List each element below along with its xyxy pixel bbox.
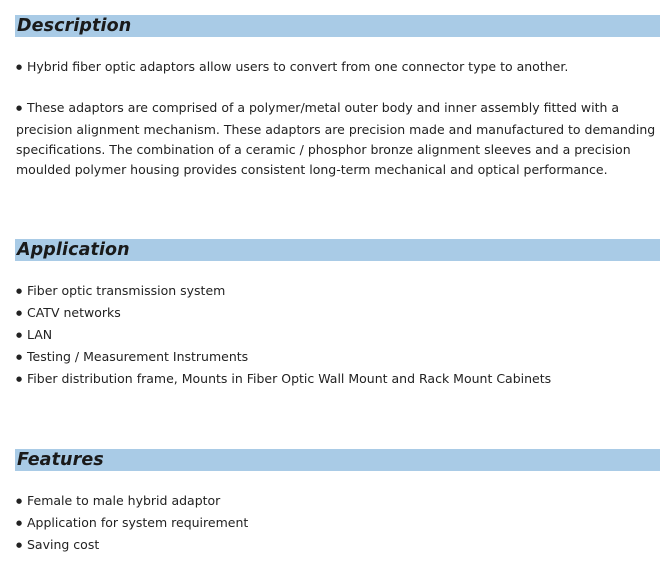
bullet-icon xyxy=(16,369,27,391)
list-item xyxy=(16,281,660,303)
description-paragraph-1 xyxy=(15,57,660,79)
list-item xyxy=(16,491,660,513)
features-list xyxy=(15,491,660,557)
list-item xyxy=(16,513,660,535)
features-item-text: Application for system requirement xyxy=(27,515,249,530)
bullet-icon xyxy=(16,98,27,120)
bullet-icon xyxy=(16,513,27,535)
bullet-icon xyxy=(16,281,27,303)
bullet-icon xyxy=(16,347,27,369)
features-item-text: Saving cost xyxy=(27,537,100,552)
description-paragraph-1-text: Hybrid fiber optic adaptors allow users to convert from one connector type to another. xyxy=(27,59,569,74)
features-item-text: Female to male hybrid adaptor xyxy=(27,493,221,508)
features-heading: Features xyxy=(15,449,660,471)
list-item xyxy=(16,369,660,391)
application-heading: Application xyxy=(15,239,660,261)
bullet-icon xyxy=(16,303,27,325)
description-heading: Description xyxy=(15,15,660,37)
bullet-icon xyxy=(16,325,27,347)
application-item-text: CATV networks xyxy=(27,305,121,320)
list-item xyxy=(16,325,660,347)
bullet-icon xyxy=(16,535,27,557)
application-list xyxy=(15,281,660,391)
application-item-text: LAN xyxy=(27,327,53,342)
description-paragraph-2 xyxy=(15,98,656,180)
list-item xyxy=(16,303,660,325)
description-paragraph-2-text: These adaptors are comprised of a polymer/metal outer body and inner assembly fitted with a precision alignment mechanism. These adaptors are precision made and manufactured to demanding specifications. The combination of a ceramic / phosphor bronze alignment sleeves and a precision moulded polymer housing provides consistent long-term mechanical and optical performance. xyxy=(16,100,656,177)
bullet-icon xyxy=(16,491,27,513)
bullet-icon xyxy=(16,57,27,79)
application-item-text: Fiber distribution frame, Mounts in Fiber Optic Wall Mount and Rack Mount Cabinets xyxy=(27,371,552,386)
application-item-text: Testing / Measurement Instruments xyxy=(27,349,249,364)
application-item-text: Fiber optic transmission system xyxy=(27,283,226,298)
list-item xyxy=(16,535,660,557)
product-info-page xyxy=(15,14,660,557)
list-item xyxy=(16,347,660,369)
